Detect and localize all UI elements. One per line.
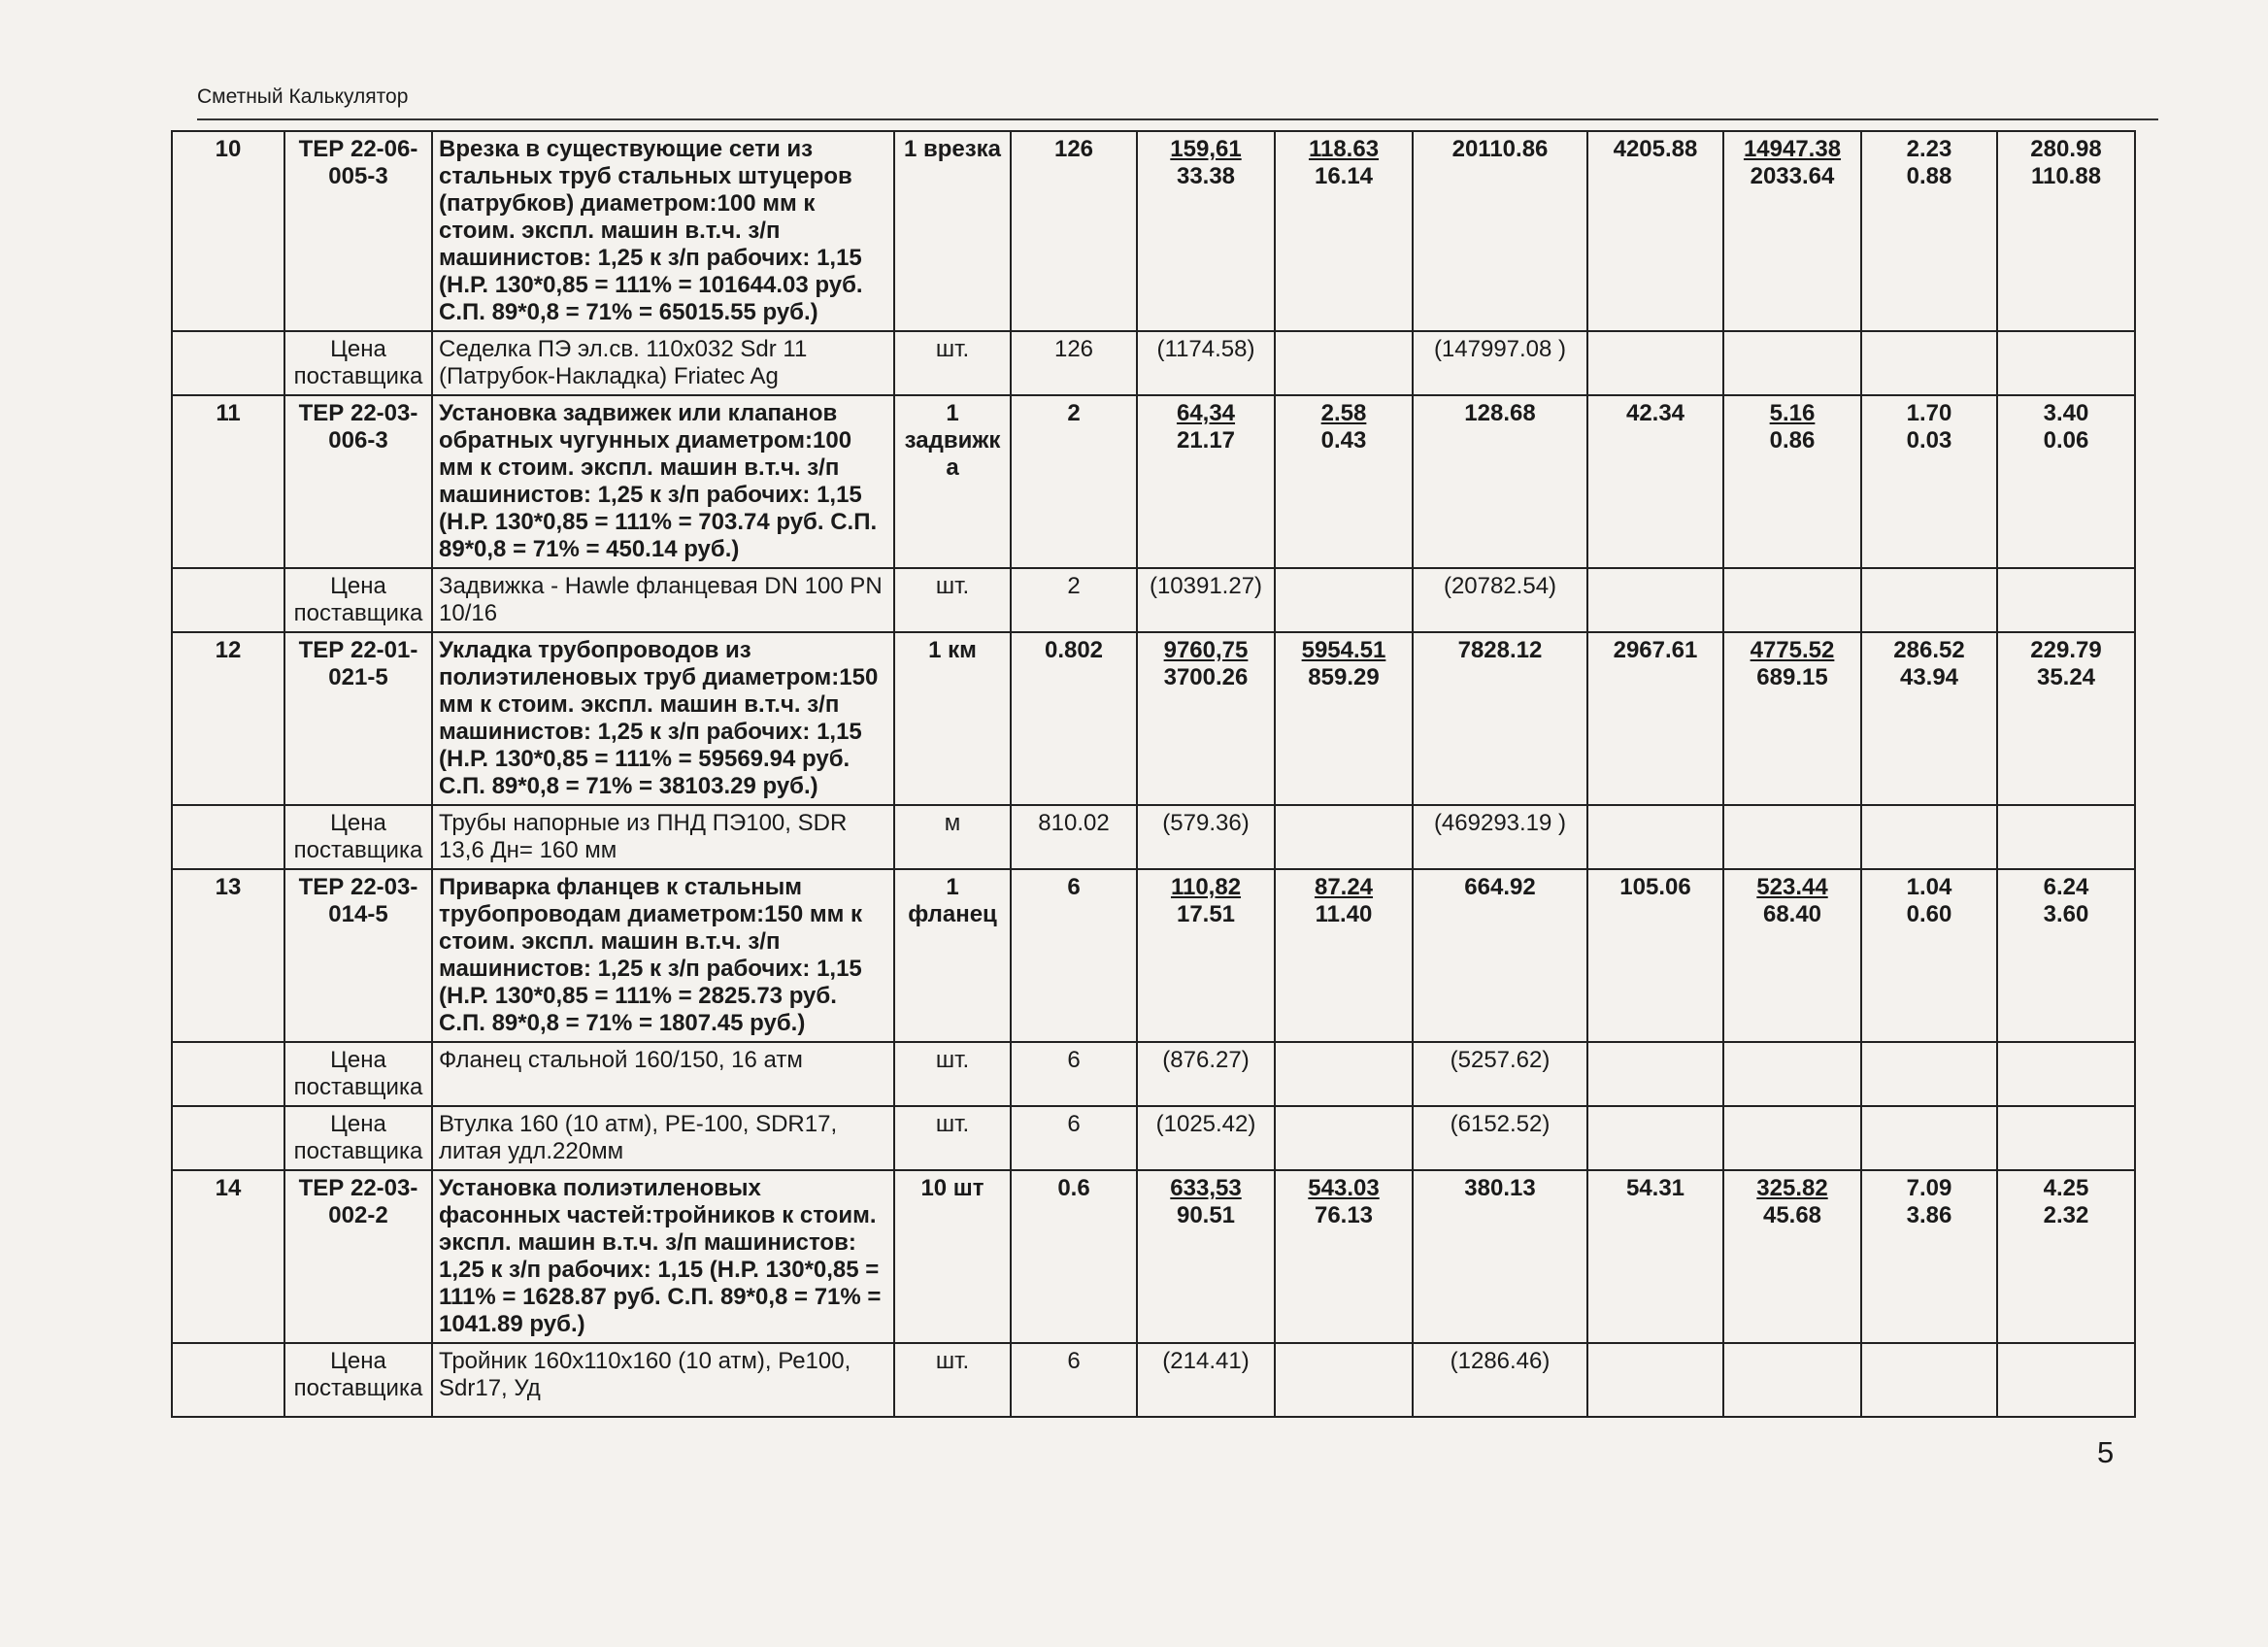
- unit-machine-wages: 0.43: [1320, 427, 1367, 454]
- labor-unit-cell: [1861, 869, 1997, 1042]
- quantity: 6: [1011, 869, 1137, 1042]
- labor-unit-cell: [1861, 1170, 1997, 1343]
- labor-unit-cell: [1861, 131, 1997, 331]
- quantity: 6: [1011, 1042, 1137, 1106]
- table-row: [172, 131, 2135, 331]
- quantity: 0.802: [1011, 632, 1137, 805]
- unit-cost-wages: 17.51: [1176, 901, 1236, 927]
- total-machine-wages: 0.86: [1769, 427, 1816, 454]
- total-machine-wages: 2033.64: [1750, 163, 1835, 189]
- unit-machine-cost: 87.24: [1314, 874, 1374, 900]
- row-number: 10: [172, 131, 284, 331]
- supplier-price: (1174.58): [1137, 331, 1275, 395]
- material-description: Втулка 160 (10 атм), PE-100, SDR17, литая удл.220мм: [432, 1106, 894, 1170]
- unit-machine-cell: [1275, 632, 1413, 805]
- unit-cost-cell: [1137, 632, 1275, 805]
- quantity: 810.02: [1011, 805, 1137, 869]
- unit-machine-cost: 5954.51: [1301, 637, 1386, 663]
- supplier-total: (147997.08 ): [1413, 331, 1587, 395]
- labor-total-machinists: 2.32: [2043, 1202, 2089, 1228]
- rate-code: ТЕР 22-03-006-3: [284, 395, 432, 568]
- total-machine-cell: [1723, 632, 1861, 805]
- supplier-price: (10391.27): [1137, 568, 1275, 632]
- supplier-row: [172, 1042, 2135, 1106]
- labor-unit-workers: 1.70: [1906, 400, 1952, 426]
- total-cost: 20110.86: [1413, 131, 1587, 331]
- labor-unit-machinists: 0.60: [1906, 901, 1952, 927]
- unit-machine-wages: 16.14: [1314, 163, 1374, 189]
- unit-cost-total: 110,82: [1170, 874, 1242, 900]
- total-machine-cell: [1723, 395, 1861, 568]
- labor-total-workers: 280.98: [2030, 136, 2102, 162]
- total-machine-cell: [1723, 131, 1861, 331]
- supplier-row: [172, 1343, 2135, 1417]
- total-machine-cost: 523.44: [1756, 874, 1828, 900]
- page-number: 5: [2097, 1435, 2115, 1469]
- material-description: Седелка ПЭ эл.св. 110х032 Sdr 11 (Патрубок-Накладка) Friatec Ag: [432, 331, 894, 395]
- supplier-label: Цена поставщика: [284, 1343, 432, 1417]
- labor-unit-workers: 2.23: [1906, 136, 1952, 162]
- supplier-price: (876.27): [1137, 1042, 1275, 1106]
- work-description: Врезка в существующие сети из стальных труб стальных штуцеров (патрубков) диаметром:100 мм к стоим. экспл. машин в.т.ч. з/п машинистов: 1,25 к з/п рабочих: 1,15 (Н.Р. 130*0,85 = 111% = 101644.03 руб. С.П. 89*0,8 = 71% = 65015.55 руб.): [432, 131, 894, 331]
- unit-cost-wages: 3700.26: [1163, 664, 1249, 690]
- unit-machine-cell: [1275, 869, 1413, 1042]
- unit: 1 км: [894, 632, 1011, 805]
- supplier-total: (1286.46): [1413, 1343, 1587, 1417]
- labor-total-machinists: 0.06: [2043, 427, 2089, 454]
- unit-machine-cost: 543.03: [1308, 1175, 1380, 1201]
- quantity: 2: [1011, 395, 1137, 568]
- work-description: Установка задвижек или клапанов обратных чугунных диаметром:100 мм к стоим. экспл. машин в.т.ч. з/п машинистов: 1,25 к з/п рабочих: 1,15 (Н.Р. 130*0,85 = 111% = 703.74 руб. С.П. 89*0,8 = 71% = 450.14 руб.): [432, 395, 894, 568]
- total-wages: 105.06: [1587, 869, 1723, 1042]
- labor-total-cell: [1997, 869, 2135, 1042]
- total-machine-wages: 689.15: [1756, 664, 1828, 690]
- unit: шт.: [894, 1106, 1011, 1170]
- unit-cost-cell: [1137, 869, 1275, 1042]
- unit-machine-cell: [1275, 395, 1413, 568]
- material-description: Трубы напорные из ПНД ПЭ100, SDR 13,6 Дн= 160 мм: [432, 805, 894, 869]
- labor-total-workers: 3.40: [2043, 400, 2089, 426]
- total-machine-wages: 45.68: [1762, 1202, 1822, 1228]
- supplier-row: [172, 568, 2135, 632]
- total-cost: 7828.12: [1413, 632, 1587, 805]
- labor-total-workers: 6.24: [2043, 874, 2089, 900]
- supplier-total: (20782.54): [1413, 568, 1587, 632]
- supplier-label: Цена поставщика: [284, 1042, 432, 1106]
- unit: шт.: [894, 1343, 1011, 1417]
- total-wages: 42.34: [1587, 395, 1723, 568]
- work-description: Установка полиэтиленовых фасонных частей:тройников к стоим. экспл. машин в.т.ч. з/п машинистов: 1,25 к з/п рабочих: 1,15 (Н.Р. 130*0,85 = 111% = 1628.87 руб. С.П. 89*0,8 = 71% = 1041.89 руб.): [432, 1170, 894, 1343]
- labor-unit-workers: 7.09: [1906, 1175, 1952, 1201]
- labor-total-cell: [1997, 632, 2135, 805]
- unit-machine-wages: 859.29: [1308, 664, 1380, 690]
- unit: 1 задвижк а: [894, 395, 1011, 568]
- supplier-price: (214.41): [1137, 1343, 1275, 1417]
- supplier-label: Цена поставщика: [284, 805, 432, 869]
- row-number: 14: [172, 1170, 284, 1343]
- total-machine-wages: 68.40: [1762, 901, 1822, 927]
- quantity: 2: [1011, 568, 1137, 632]
- unit-cost-wages: 21.17: [1176, 427, 1236, 454]
- total-cost: 664.92: [1413, 869, 1587, 1042]
- page-header: Сметный Калькулятор: [197, 85, 409, 108]
- unit-cost-cell: [1137, 1170, 1275, 1343]
- unit: м: [894, 805, 1011, 869]
- supplier-price: (1025.42): [1137, 1106, 1275, 1170]
- total-machine-cost: 4775.52: [1750, 637, 1835, 663]
- total-machine-cost: 325.82: [1756, 1175, 1828, 1201]
- unit-cost-total: 159,61: [1170, 136, 1242, 162]
- header-rule: [197, 118, 2158, 120]
- unit-machine-cost: 118.63: [1308, 136, 1380, 162]
- unit-cost-total: 633,53: [1170, 1175, 1242, 1201]
- quantity: 126: [1011, 131, 1137, 331]
- unit-cost-cell: [1137, 131, 1275, 331]
- unit-machine-wages: 11.40: [1315, 901, 1373, 927]
- labor-total-cell: [1997, 131, 2135, 331]
- supplier-row: [172, 1106, 2135, 1170]
- rate-code: ТЕР 22-06-005-3: [284, 131, 432, 331]
- unit-cost-cell: [1137, 395, 1275, 568]
- unit-cost-total: 9760,75: [1163, 637, 1249, 663]
- row-number: 12: [172, 632, 284, 805]
- labor-total-cell: [1997, 1170, 2135, 1343]
- labor-unit-cell: [1861, 395, 1997, 568]
- unit-cost-wages: 90.51: [1176, 1202, 1236, 1228]
- total-wages: 2967.61: [1587, 632, 1723, 805]
- supplier-row: [172, 331, 2135, 395]
- labor-unit-machinists: 43.94: [1899, 664, 1959, 690]
- labor-unit-machinists: 3.86: [1906, 1202, 1952, 1228]
- supplier-label: Цена поставщика: [284, 568, 432, 632]
- labor-total-machinists: 35.24: [2036, 664, 2096, 690]
- material-description: Фланец стальной 160/150, 16 атм: [432, 1042, 894, 1106]
- unit-machine-wages: 76.13: [1314, 1202, 1374, 1228]
- supplier-row: [172, 805, 2135, 869]
- unit-cost-wages: 33.38: [1176, 163, 1236, 189]
- table-row: [172, 632, 2135, 805]
- unit-machine-cell: [1275, 1170, 1413, 1343]
- labor-unit-machinists: 0.03: [1906, 427, 1952, 454]
- rate-code: ТЕР 22-03-002-2: [284, 1170, 432, 1343]
- row-number: 11: [172, 395, 284, 568]
- total-cost: 380.13: [1413, 1170, 1587, 1343]
- row-number: 13: [172, 869, 284, 1042]
- quantity: 6: [1011, 1106, 1137, 1170]
- quantity: 0.6: [1011, 1170, 1137, 1343]
- unit: шт.: [894, 1042, 1011, 1106]
- rate-code: ТЕР 22-03-014-5: [284, 869, 432, 1042]
- labor-unit-cell: [1861, 632, 1997, 805]
- quantity: 6: [1011, 1343, 1137, 1417]
- total-wages: 54.31: [1587, 1170, 1723, 1343]
- unit: 10 шт: [894, 1170, 1011, 1343]
- unit: 1 врезка: [894, 131, 1011, 331]
- table-row: [172, 869, 2135, 1042]
- unit-machine-cell: [1275, 131, 1413, 331]
- table-row: [172, 1170, 2135, 1343]
- unit-machine-cost: 2.58: [1320, 400, 1367, 426]
- total-machine-cell: [1723, 1170, 1861, 1343]
- total-machine-cost: 5.16: [1769, 400, 1816, 426]
- supplier-total: (469293.19 ): [1413, 805, 1587, 869]
- labor-total-machinists: 110.88: [2030, 163, 2102, 189]
- total-machine-cost: 14947.38: [1743, 136, 1842, 162]
- unit: 1 фланец: [894, 869, 1011, 1042]
- labor-total-workers: 229.79: [2030, 637, 2102, 663]
- labor-unit-workers: 1.04: [1906, 874, 1952, 900]
- supplier-label: Цена поставщика: [284, 1106, 432, 1170]
- table-row: [172, 395, 2135, 568]
- rate-code: ТЕР 22-01-021-5: [284, 632, 432, 805]
- total-machine-cell: [1723, 869, 1861, 1042]
- labor-unit-workers: 286.52: [1893, 637, 1965, 663]
- supplier-label: Цена поставщика: [284, 331, 432, 395]
- material-description: Тройник 160х110х160 (10 атм), Ре100, Sdr17, Уд: [432, 1343, 894, 1417]
- estimate-table: [171, 130, 2136, 1418]
- total-wages: 4205.88: [1587, 131, 1723, 331]
- unit: шт.: [894, 331, 1011, 395]
- material-description: Задвижка - Hawle фланцевая DN 100 PN 10/16: [432, 568, 894, 632]
- work-description: Укладка трубопроводов из полиэтиленовых труб диаметром:150 мм к стоим. экспл. машин в.т.ч. з/п машинистов: 1,25 к з/п рабочих: 1,15 (Н.Р. 130*0,85 = 111% = 59569.94 руб. С.П. 89*0,8 = 71% = 38103.29 руб.): [432, 632, 894, 805]
- labor-total-machinists: 3.60: [2043, 901, 2089, 927]
- unit: шт.: [894, 568, 1011, 632]
- labor-unit-machinists: 0.88: [1906, 163, 1952, 189]
- supplier-total: (5257.62): [1413, 1042, 1587, 1106]
- quantity: 126: [1011, 331, 1137, 395]
- labor-total-cell: [1997, 395, 2135, 568]
- work-description: Приварка фланцев к стальным трубопроводам диаметром:150 мм к стоим. экспл. машин в.т.ч. з/п машинистов: 1,25 к з/п рабочих: 1,15 (Н.Р. 130*0,85 = 111% = 2825.73 руб. С.П. 89*0,8 = 71% = 1807.45 руб.): [432, 869, 894, 1042]
- labor-total-workers: 4.25: [2043, 1175, 2089, 1201]
- supplier-total: (6152.52): [1413, 1106, 1587, 1170]
- total-cost: 128.68: [1413, 395, 1587, 568]
- unit-cost-total: 64,34: [1176, 400, 1236, 426]
- supplier-price: (579.36): [1137, 805, 1275, 869]
